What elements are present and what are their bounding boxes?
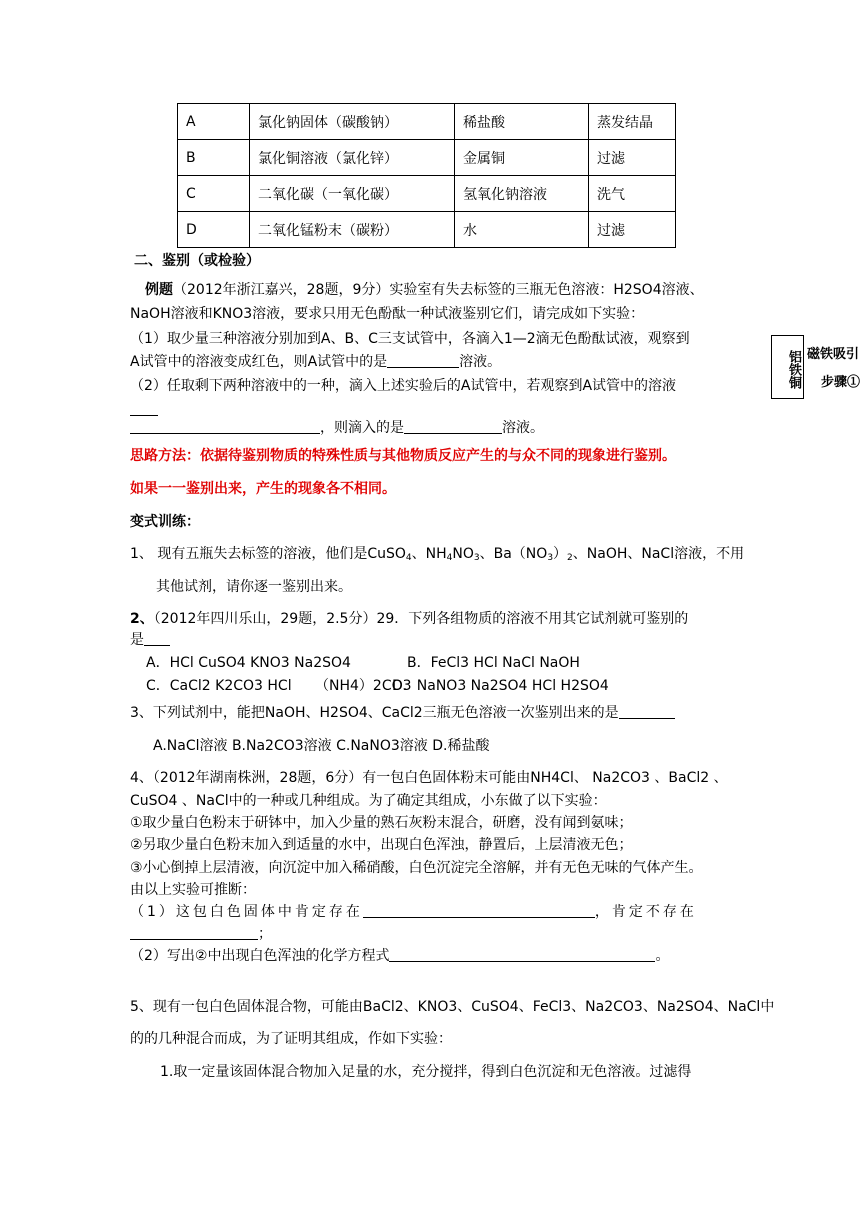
q4-line-9: （2）写出②中出现白色浑浊的化学方程式 。	[130, 948, 670, 964]
example-line-3: （1）取少量三种溶液分别加到A、B、C三支试管中，各滴入1—2滴无色酚酞试液，观察到	[130, 331, 690, 347]
q5-line-1: 5、现有一包白色固体混合物，可能由BaCl2、KNO3、CuSO4、FeCl3、Na2CO3、Na2SO4、NaCl中	[130, 999, 775, 1015]
q4-line-6: 由以上实验可推断：	[130, 882, 256, 898]
answer-blank[interactable]	[130, 419, 320, 434]
question-number: 2、	[130, 611, 154, 627]
magnet-label: 磁铁吸引	[807, 347, 860, 362]
q2-option-c: C．CaCl2 K2CO3 HCl	[146, 678, 292, 694]
q3-line-1: 3、下列试剂中，能把NaOH、H2SO4、CaCl2三瓶无色溶液一次鉴别出来的是	[130, 703, 675, 723]
q4-line-4: ②另取少量白色粉末加入到适量的水中，出现白色浑浊，静置后，上层清液无色；	[130, 837, 633, 853]
row-id: B	[178, 140, 250, 176]
side-diagram	[771, 335, 860, 399]
method-line-2: 如果一一鉴别出来，产生的现象各不相同。	[130, 481, 396, 497]
answer-blank[interactable]	[389, 947, 655, 962]
q4-line-5: ③小心倒掉上层清液，向沉淀中加入稀硝酸，白色沉淀完全溶解，并有无色无味的气体产生。	[130, 860, 703, 876]
answer-blank[interactable]	[387, 353, 459, 368]
row-reagent: 氢氧化钠溶液	[455, 176, 589, 212]
example-text: 溶液。	[502, 420, 544, 436]
q4-line-7: （1）这包白色固体中肯定存在 ，肯定不存在	[130, 904, 697, 920]
row-sample: 二氧化碳（一氧化碳）	[250, 176, 455, 212]
answer-blank[interactable]	[130, 925, 258, 940]
row-reagent: 水	[455, 212, 589, 248]
table-row	[178, 176, 676, 212]
q2-line-2: 是	[130, 630, 170, 650]
q2-line-1	[130, 609, 688, 629]
question-text: （2012年四川乐山，29题，2.5分）29．下列各组物质的溶液不用其它试剂就可鉴别的	[153, 611, 689, 627]
row-method: 过滤	[589, 212, 676, 248]
row-method: 洗气	[589, 176, 676, 212]
variant-heading: 变式训练：	[130, 514, 200, 530]
q2-option-b: B．FeCl3 HCl NaCl NaOH	[407, 655, 580, 671]
example-line-1	[145, 280, 704, 300]
q5-line-2: 的的几种混合而成，为了证明其组成，作如下实验：	[130, 1031, 452, 1047]
options-table	[177, 103, 676, 248]
answer-blank[interactable]	[619, 704, 675, 719]
q4-line-8: ；	[130, 924, 272, 944]
answer-blank[interactable]	[363, 903, 595, 918]
example-line-2: NaOH溶液和KNO3溶液，要求只用无色酚酞一种试液鉴别它们，请完成如下实验：	[130, 306, 645, 322]
example-text: （2012年浙江嘉兴，28题，9分）实验室有失去标签的三瓶无色溶液：H2SO4溶液、	[173, 282, 704, 298]
q1-line-1: 1、 现有五瓶失去标签的溶液，他们是CuSO$_4$、$NH_4NO_3$、$Ba(NO_3)_2$、NaOH、NaCl溶液，不用	[130, 546, 745, 563]
row-method: 蒸发结晶	[589, 104, 676, 140]
row-id: C	[178, 176, 250, 212]
answer-blank[interactable]	[144, 631, 170, 646]
example-text: ，则滴入的是	[320, 420, 404, 436]
q1-line-2: 其他试剂，请你逐一鉴别出来。	[156, 579, 352, 595]
metal-box: 铝铁铜	[771, 335, 804, 399]
row-id: A	[178, 104, 250, 140]
example-line-6	[130, 400, 158, 420]
table-row	[178, 104, 676, 140]
example-text: 溶液。	[459, 354, 502, 370]
table-row	[178, 140, 676, 176]
step-label: 步骤①	[821, 375, 860, 390]
method-line-1: 思路方法：依据待鉴别物质的特殊性质与其他物质反应产生的与众不同的现象进行鉴别。	[130, 448, 676, 464]
q4-line-3: ①取少量白色粉末于研钵中，加入少量的熟石灰粉末混合，研磨，没有闻到氨味；	[130, 815, 633, 831]
row-id: D	[178, 212, 250, 248]
row-sample: 二氧化锰粉末（碳粉）	[250, 212, 455, 248]
answer-blank[interactable]	[404, 419, 502, 434]
q4-line-1: 4、（2012年湖南株洲，28题，6分）有一包白色固体粉末可能由NH4Cl、 Na2CO3 、BaCl2 、	[130, 770, 728, 786]
q2-option-c2: （NH4）2CO3	[315, 678, 412, 694]
section-heading: 二、鉴别（或检验）	[134, 253, 260, 269]
q2-option-a: A．HCl CuSO4 KNO3 Na2SO4	[146, 655, 351, 671]
example-line-7	[130, 418, 544, 438]
example-line-5: （2）任取剩下两种溶液中的一种，滴入上述实验后的A试管中，若观察到A试管中的溶液	[130, 378, 677, 394]
q3-options: A.NaCl溶液 B.Na2CO3溶液 C.NaNO3溶液 D.稀盐酸	[153, 738, 490, 754]
row-reagent: 稀盐酸	[455, 104, 589, 140]
q5-line-3: 1.取一定量该固体混合物加入足量的水，充分搅拌，得到白色沉淀和无色溶液。过滤得	[160, 1064, 692, 1080]
table-row	[178, 212, 676, 248]
row-reagent: 金属铜	[455, 140, 589, 176]
row-sample: 氯化铜溶液（氯化锌）	[250, 140, 455, 176]
q4-line-2: CuSO4 、NaCl中的一种或几种组成。为了确定其组成，小东做了以下实验：	[130, 793, 607, 809]
row-sample: 氯化钠固体（碳酸钠）	[250, 104, 455, 140]
q2-option-d: D．NaNO3 Na2SO4 HCl H2SO4	[392, 678, 609, 694]
answer-blank[interactable]	[130, 401, 158, 416]
example-text: A试管中的溶液变成红色，则A试管中的是	[130, 354, 388, 370]
example-label: 例题	[145, 282, 173, 298]
example-line-4	[130, 352, 501, 372]
row-method: 过滤	[589, 140, 676, 176]
